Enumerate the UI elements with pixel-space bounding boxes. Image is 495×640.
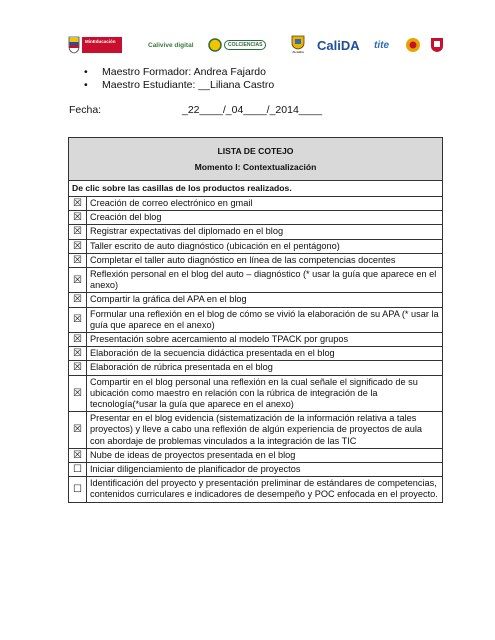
checklist-items bbox=[69, 197, 443, 503]
checklist-item-text: Presentar en el blog evidencia (sistematización de la información relativa a tales proyectos) y lleve a cabo una reflexión de algún experiencia de proyectos de aula con abordaje de problemas vinculados a la integración de las TIC bbox=[87, 412, 443, 449]
checklist-subtitle: Momento I: Contextualización bbox=[194, 162, 317, 172]
checklist-row bbox=[69, 307, 443, 332]
checklist-item-text: Formular una reflexión en el blog de cómo se vivió la elaboración de su APA (* usar la guía que aparece en el anexo) bbox=[87, 307, 443, 332]
checklist-row bbox=[69, 463, 443, 477]
checklist-row bbox=[69, 253, 443, 267]
univalle-logo bbox=[430, 34, 446, 56]
checklist-item-text: Completar el taller auto diagnóstico en línea de las competencias docentes bbox=[87, 253, 443, 267]
mineducacion-logo: MinEducación bbox=[68, 34, 128, 56]
checklist-row bbox=[69, 197, 443, 211]
checklist-item-text: Compartir en el blog personal una reflexión en la cual señale el significado de su ubicación como maestro en relación con la rúbrica de integración de la tecnología(*usar la guía que aparece en el anexo) bbox=[87, 375, 443, 412]
checkbox-checked[interactable]: ☒ bbox=[69, 307, 87, 332]
maestro-formador-item: • Maestro Formador: Andrea Fajardo bbox=[84, 66, 274, 79]
checklist-item-text: Registrar expectativas del diplomado en el blog bbox=[87, 225, 443, 239]
checkbox-checked[interactable]: ☒ bbox=[69, 239, 87, 253]
checklist-row bbox=[69, 268, 443, 293]
checkbox-unchecked[interactable]: ☐ bbox=[69, 477, 87, 502]
checklist-row bbox=[69, 347, 443, 361]
colombia-shield-icon bbox=[68, 36, 80, 54]
checklist-row bbox=[69, 333, 443, 347]
logos-bar bbox=[68, 34, 448, 58]
teacher-info-list bbox=[84, 66, 274, 92]
checklist-header bbox=[69, 138, 443, 181]
checklist-item-text: Presentación sobre acercamiento al modelo TPACK por grupos bbox=[87, 333, 443, 347]
checklist-row bbox=[69, 211, 443, 225]
checklist-instruction: De clic sobre las casillas de los productos realizados. bbox=[69, 181, 443, 197]
checklist-instruction-row bbox=[69, 181, 443, 197]
checkbox-checked[interactable]: ☒ bbox=[69, 347, 87, 361]
colciencias-logo: COLCIENCIAS bbox=[208, 34, 274, 56]
checklist-item-text: Reflexión personal en el blog del auto – diagnóstico (* usar la guía que aparece en el anexo) bbox=[87, 268, 443, 293]
checklist-item-text: Elaboración de rúbrica presentada en el blog bbox=[87, 361, 443, 375]
checklist-item-text: Compartir la gráfica del APA en el blog bbox=[87, 293, 443, 307]
checklist-item-text: Elaboración de la secuencia didáctica presentada en el blog bbox=[87, 347, 443, 361]
fecha-value: _22____/_04____/_2014____ bbox=[182, 104, 323, 116]
checklist-row bbox=[69, 361, 443, 375]
checkbox-checked[interactable]: ☒ bbox=[69, 225, 87, 239]
checklist-row bbox=[69, 412, 443, 449]
fecha-label: Fecha: bbox=[69, 104, 102, 116]
checklist-item-text: Taller escrito de auto diagnóstico (ubicación en el pentágono) bbox=[87, 239, 443, 253]
colciencias-emblem-icon bbox=[208, 38, 222, 52]
checkbox-checked[interactable]: ☒ bbox=[69, 197, 87, 211]
checklist-title: LISTA DE COTEJO bbox=[217, 146, 294, 156]
icesi-logo bbox=[405, 34, 421, 56]
univalle-emblem-icon bbox=[430, 37, 444, 53]
checkbox-checked[interactable]: ☒ bbox=[69, 293, 87, 307]
checkbox-checked[interactable]: ☒ bbox=[69, 268, 87, 293]
tite-logo: tite bbox=[374, 39, 389, 51]
maestro-estudiante-item: • Maestro Estudiante: __Liliana Castro bbox=[84, 79, 274, 92]
checklist-item-text: Creación del blog bbox=[87, 211, 443, 225]
icesi-emblem-icon bbox=[405, 37, 421, 53]
checklist-row bbox=[69, 293, 443, 307]
checkbox-checked[interactable]: ☒ bbox=[69, 412, 87, 449]
checklist-item-text: Nube de ideas de proyectos presentada en el blog bbox=[87, 448, 443, 462]
checklist-row bbox=[69, 239, 443, 253]
checklist-row bbox=[69, 225, 443, 239]
checkbox-checked[interactable]: ☒ bbox=[69, 211, 87, 225]
cali-coat-of-arms-icon bbox=[290, 34, 306, 50]
checkbox-checked[interactable]: ☒ bbox=[69, 333, 87, 347]
checkbox-unchecked[interactable]: ☐ bbox=[69, 463, 87, 477]
checklist-table bbox=[68, 137, 443, 503]
checklist-row bbox=[69, 477, 443, 502]
checklist-header-row bbox=[69, 138, 443, 181]
checklist-item-text: Identificación del proyecto y presentación preliminar de estándares de competencias, contenidos curriculares e indicadores de desempeño y POC enfocada en el proyecto. bbox=[87, 477, 443, 502]
calida-logo: CaliDA bbox=[317, 37, 360, 53]
checklist-item-text: Creación de correo electrónico en gmail bbox=[87, 197, 443, 211]
alcaldia-santiago-de-cali-logo: Alcaldía bbox=[286, 34, 310, 56]
checkbox-checked[interactable]: ☒ bbox=[69, 253, 87, 267]
checkbox-checked[interactable]: ☒ bbox=[69, 361, 87, 375]
checklist-row bbox=[69, 375, 443, 412]
calivive-digital-logo: Calivive digital bbox=[148, 41, 194, 49]
checklist-item-text: Iniciar diligenciamiento de planificador de proyectos bbox=[87, 463, 443, 477]
checkbox-checked[interactable]: ☒ bbox=[69, 448, 87, 462]
checkbox-checked[interactable]: ☒ bbox=[69, 375, 87, 412]
checklist-row bbox=[69, 448, 443, 462]
